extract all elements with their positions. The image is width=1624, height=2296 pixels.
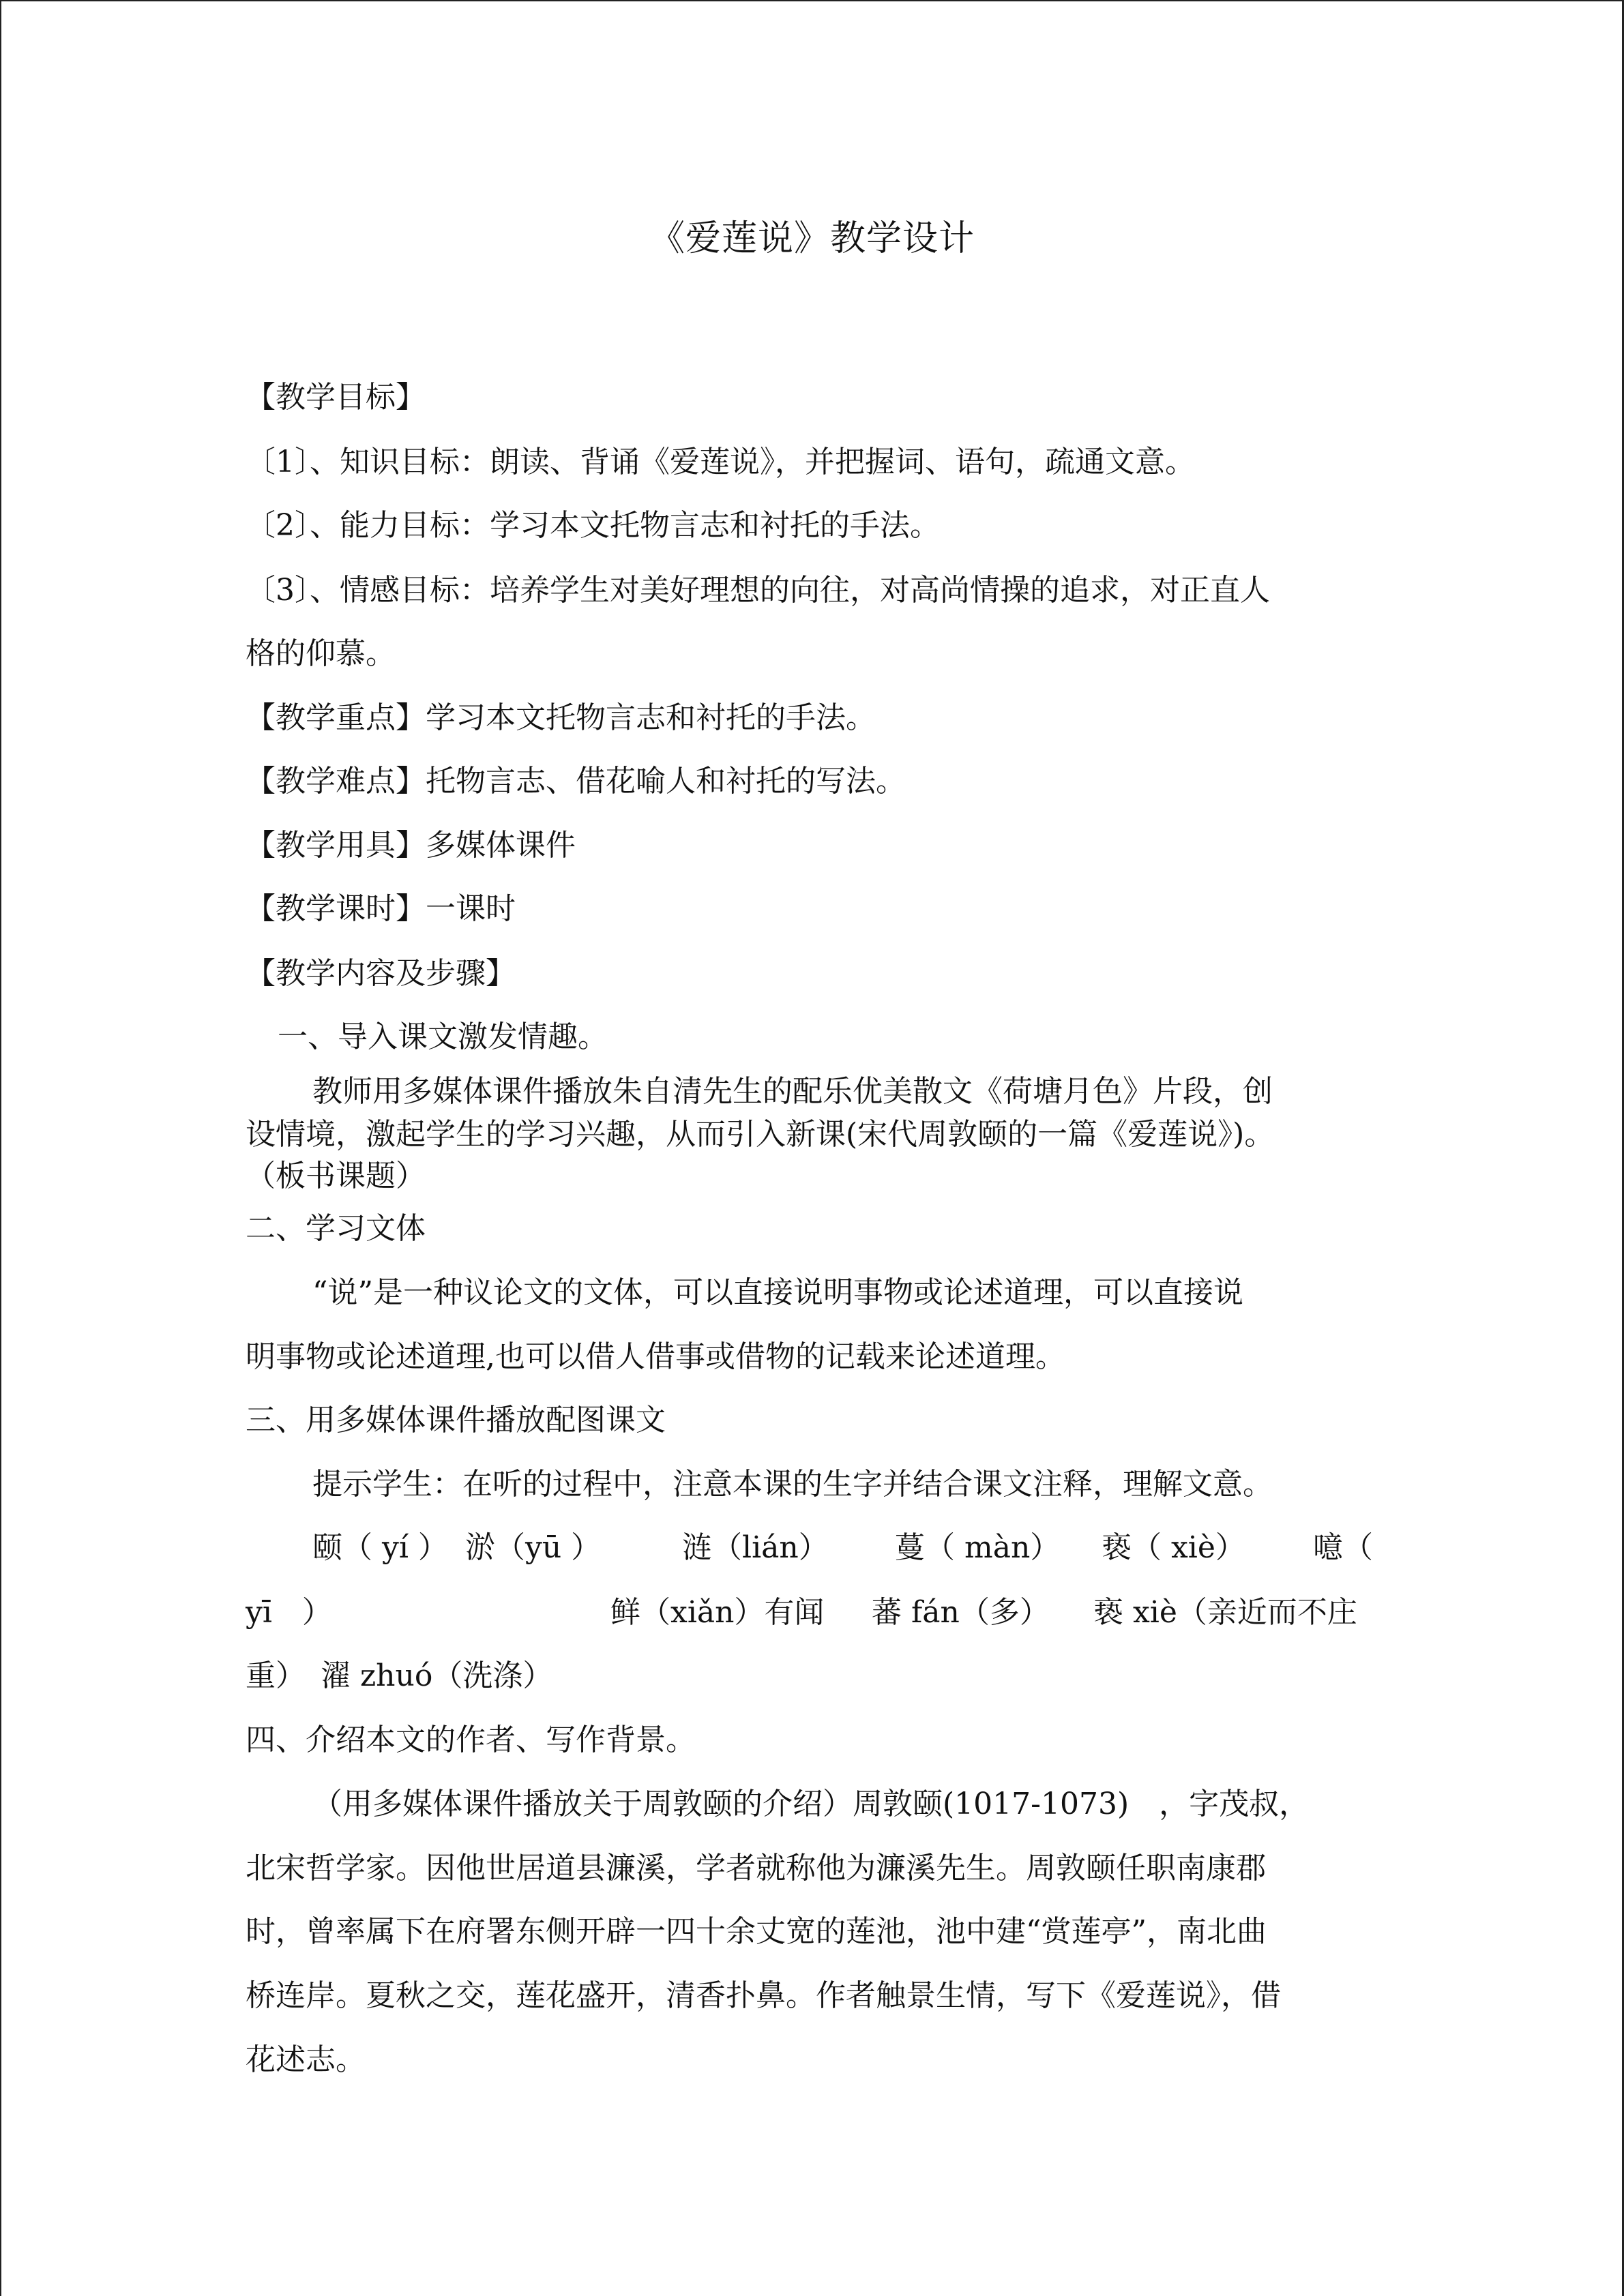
section4-text-line5: 花述志。	[246, 2042, 366, 2077]
pinyin-item: yī ）	[246, 1595, 332, 1630]
pinyin-item: 涟（lián）	[682, 1530, 829, 1565]
teaching-key-point: 【教学重点】学习本文托物言志和衬托的手法。	[246, 700, 876, 735]
pinyin-item: 蕃 fán（多）	[872, 1595, 1050, 1630]
teaching-period: 【教学课时】一课时	[246, 891, 516, 926]
section1-text-line2: 设情境，激起学生的学习兴趣，从而引入新课(宋代周敦颐的一篇《爱莲说》)。	[246, 1117, 1275, 1152]
pinyin-item: 亵（ xiè）	[1102, 1530, 1245, 1565]
objective-ability: 〔2〕、能力目标：学习本文托物言志和衬托的手法。	[246, 508, 940, 543]
section4-text-line2: 北宋哲学家。因他世居道县濂溪，学者就称他为濂溪先生。周敦颐任职南康郡	[246, 1851, 1266, 1885]
objective-knowledge: 〔1〕、知识目标：朗读、背诵《爱莲说》，并把握词、语句，疏通文意。	[246, 445, 1195, 479]
pinyin-item: 鲜（xiǎn）有闻	[610, 1595, 825, 1630]
pinyin-item: 蔓（ màn）	[895, 1530, 1061, 1565]
section4-text-line3: 时，曾率属下在府署东侧开辟一四十余丈宽的莲池，池中建“赏莲亭”，南北曲	[246, 1914, 1267, 1949]
section1-text-line3: （板书课题）	[246, 1159, 426, 1193]
teaching-difficulty: 【教学难点】托物言志、借花喻人和衬托的写法。	[246, 764, 906, 799]
section1-text-line1: 教师用多媒体课件播放朱自清先生的配乐优美散文《荷塘月色》片段，创	[312, 1074, 1273, 1109]
section4-text-line4: 桥连岸。夏秋之交，莲花盛开，清香扑鼻。作者触景生情，写下《爱莲说》，借	[246, 1978, 1281, 2013]
section3-heading: 三、用多媒体课件播放配图课文	[246, 1403, 666, 1437]
objective-emotion-line2: 格的仰慕。	[246, 636, 396, 671]
pinyin-item: 颐（ yí ）	[312, 1530, 448, 1565]
pinyin-item: 亵 xiè（亲近而不庄	[1093, 1595, 1357, 1630]
teaching-tools: 【教学用具】多媒体课件	[246, 828, 576, 863]
section3-hint: 提示学生：在听的过程中，注意本课的生字并结合课文注释，理解文意。	[312, 1467, 1273, 1502]
section2-heading: 二、学习文体	[246, 1211, 426, 1246]
objectives-heading: 【教学目标】	[246, 380, 426, 415]
section4-text-line1: （用多媒体课件播放关于周敦颐的介绍）周敦颐(1017-1073) ，字茂叔，	[312, 1787, 1310, 1821]
pinyin-item: 淤（yū ）	[465, 1530, 602, 1565]
steps-heading: 【教学内容及步骤】	[246, 956, 516, 991]
document-title: 《爱莲说》教学设计	[649, 218, 975, 259]
section4-heading: 四、介绍本文的作者、写作背景。	[246, 1723, 696, 1757]
section1-heading: 一、导入课文激发情趣。	[278, 1019, 608, 1054]
objective-emotion-line1: 〔3〕、情感目标：培养学生对美好理想的向往，对高尚情操的追求，对正直人	[246, 573, 1270, 608]
section2-text-line1: “说”是一种议论文的文体，可以直接说明事物或论述道理，可以直接说	[312, 1275, 1243, 1310]
pinyin-item: 噫（	[1313, 1530, 1373, 1565]
pinyin-row3: 重） 濯 zhuó（洗涤）	[246, 1658, 553, 1693]
section2-text-line2: 明事物或论述道理,也可以借人借事或借物的记载来论述道理。	[246, 1339, 1065, 1374]
